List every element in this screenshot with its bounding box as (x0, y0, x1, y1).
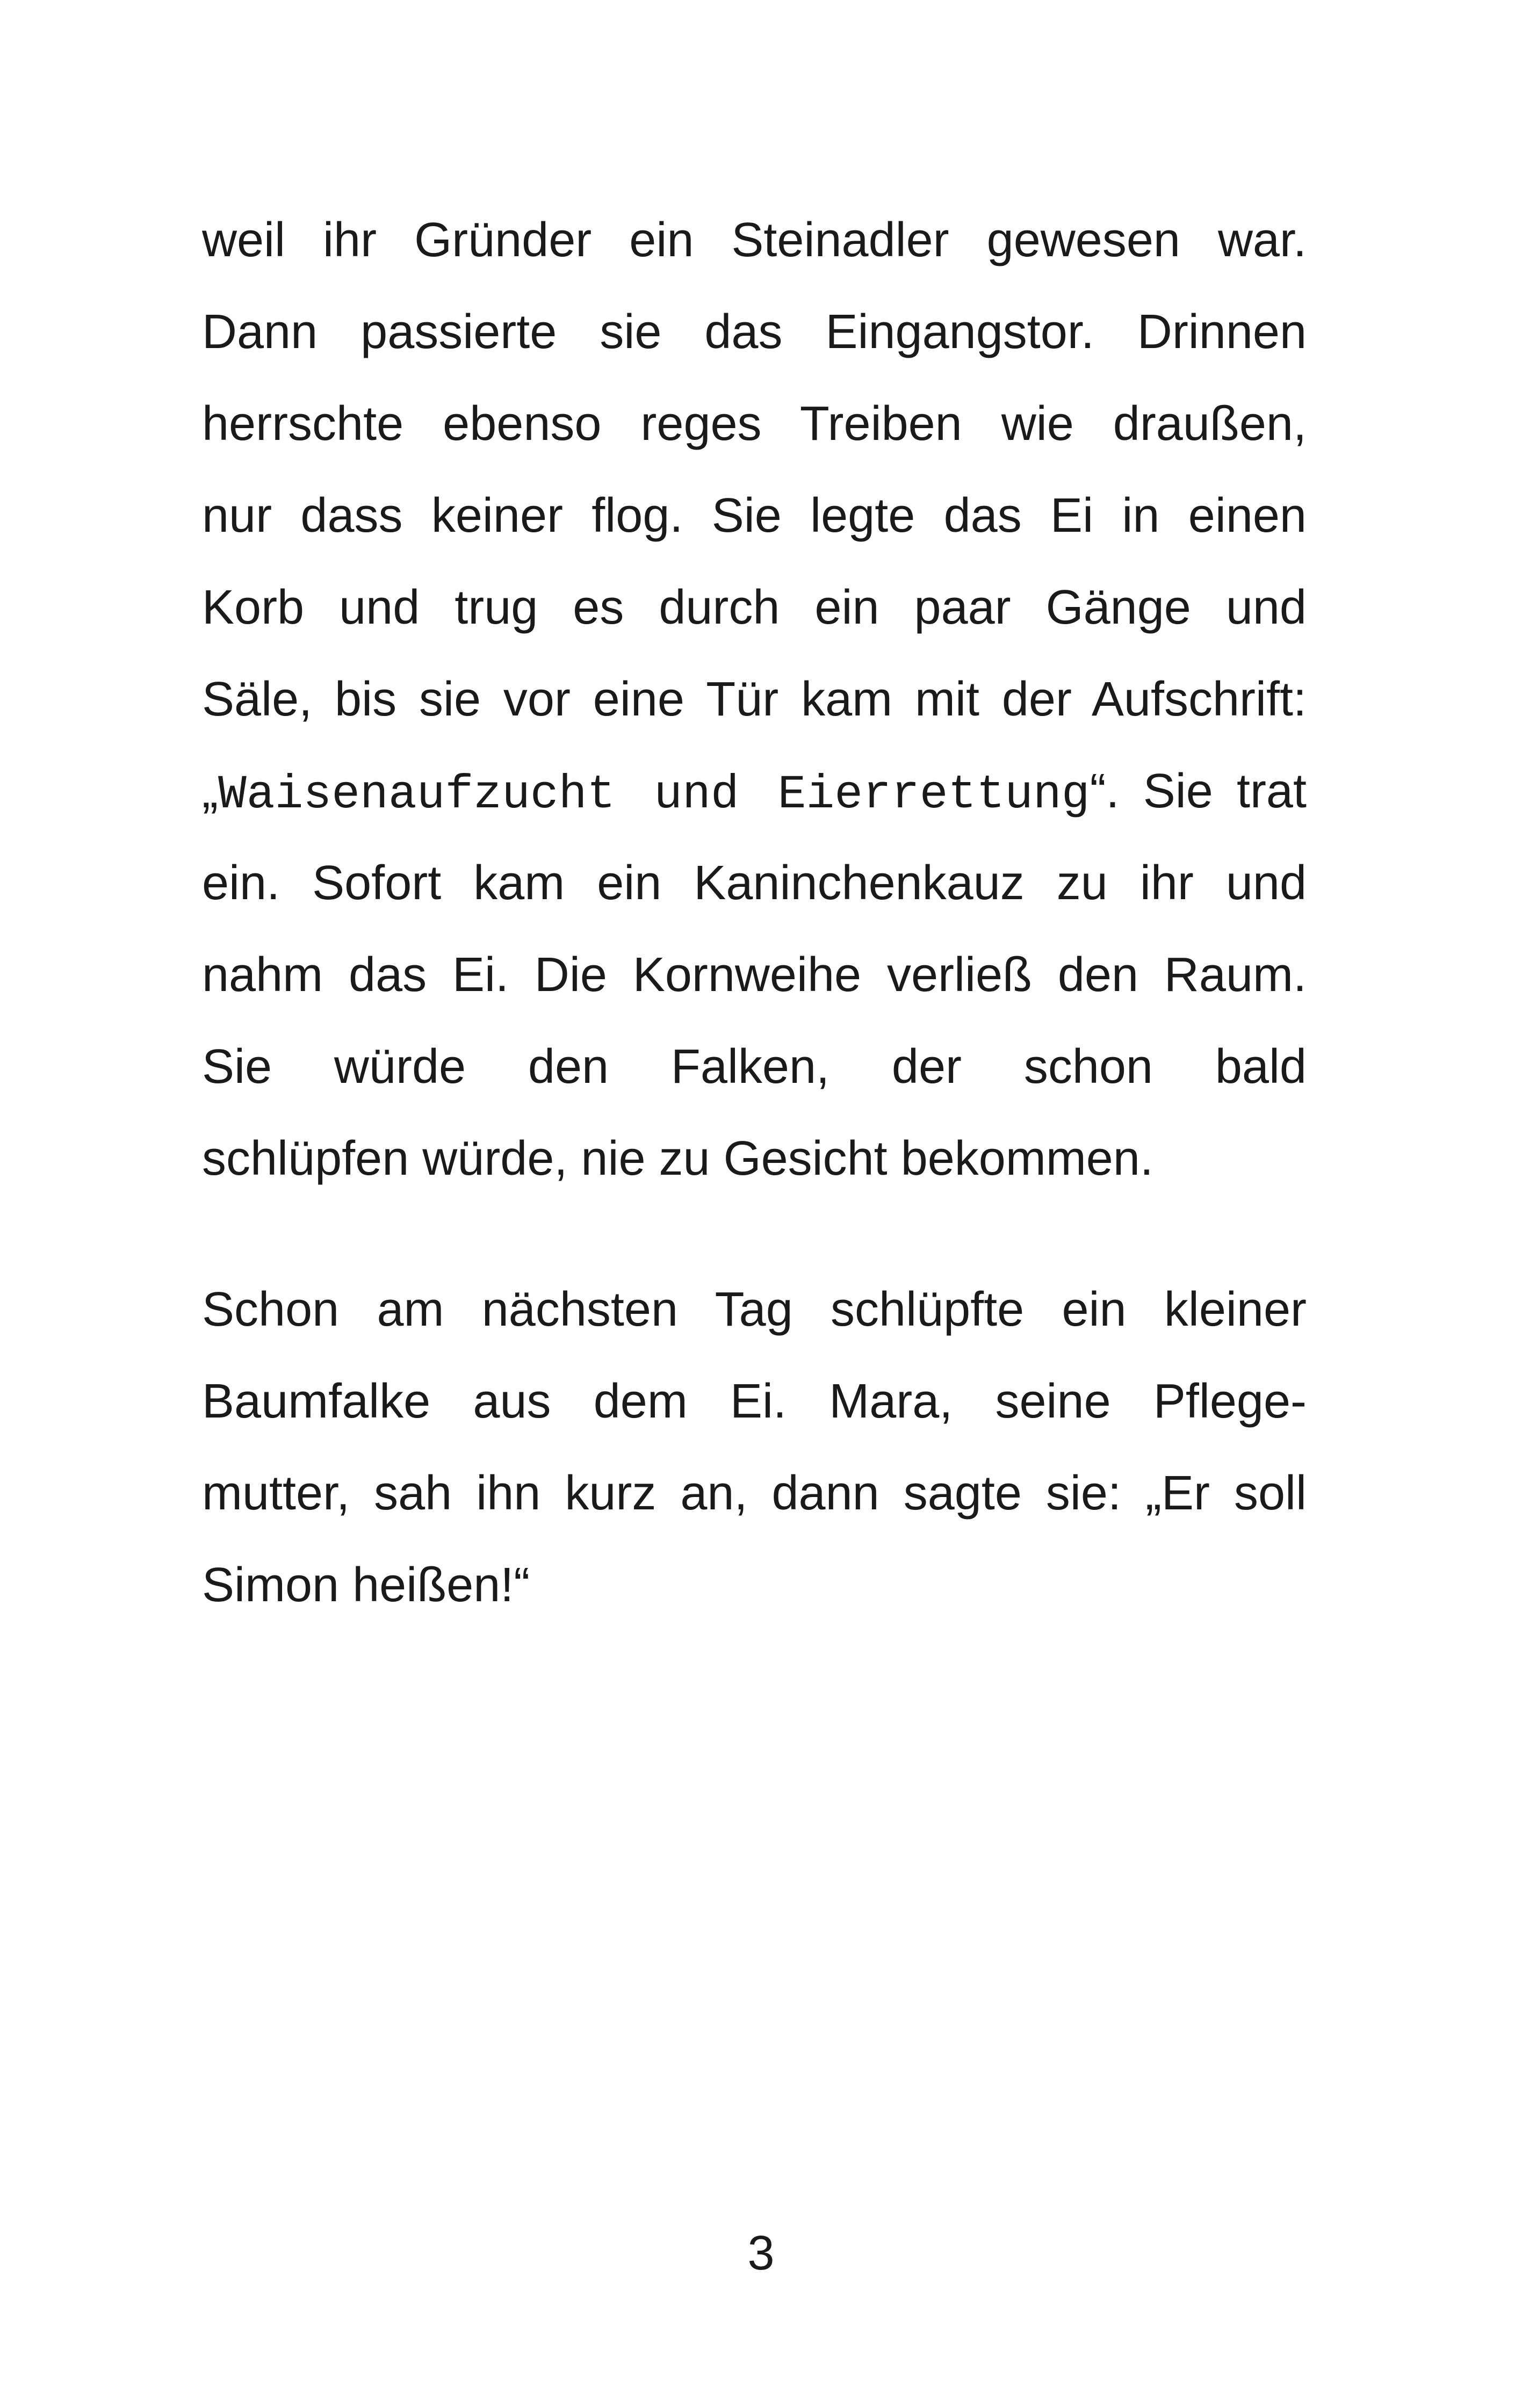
text-line: weil ihr Gründer ein Steinadler gewesen war. (202, 213, 1307, 267)
text-line: herrschte ebenso reges Treiben wie draußen, (202, 397, 1307, 451)
text-line: Schon am nächsten Tag schlüpfte ein kleiner (202, 1283, 1307, 1336)
paragraph-1 (202, 194, 1307, 1205)
paragraph-2 (202, 1264, 1307, 1631)
text-line: schlüpfen würde, nie zu Gesicht bekommen. (202, 1132, 1153, 1185)
text-line: Korb und trug es durch ein paar Gänge und (202, 581, 1307, 634)
text-line: Simon heißen!“ (202, 1558, 530, 1612)
text-line: Sie würde den Falken, der schon bald (202, 1040, 1307, 1094)
text-line: Säle, bis sie vor eine Tür kam mit der Aufschrift: (202, 672, 1307, 726)
text-line: Dann passierte sie das Eingangstor. Drinnen (202, 305, 1307, 359)
sign-inscription: Waisenaufzucht und Eierrettung (218, 769, 1090, 822)
page-number: 3 (747, 2226, 775, 2280)
sign-text-line (202, 746, 1307, 837)
text-line: nur dass keiner flog. Sie legte das Ei in einen (202, 489, 1307, 543)
open-quote: „ (202, 764, 218, 818)
sign-line-rest: “. Sie trat (1090, 764, 1307, 818)
text-line: mutter, sah ihn kurz an, dann sagte sie: „Er soll (202, 1466, 1307, 1520)
text-line: ein. Sofort kam ein Kaninchenkauz zu ihr und (202, 856, 1307, 910)
text-line: nahm das Ei. Die Kornweihe verließ den Raum. (202, 948, 1307, 1002)
text-line: Baumfalke aus dem Ei. Mara, seine Pflege- (202, 1375, 1307, 1428)
